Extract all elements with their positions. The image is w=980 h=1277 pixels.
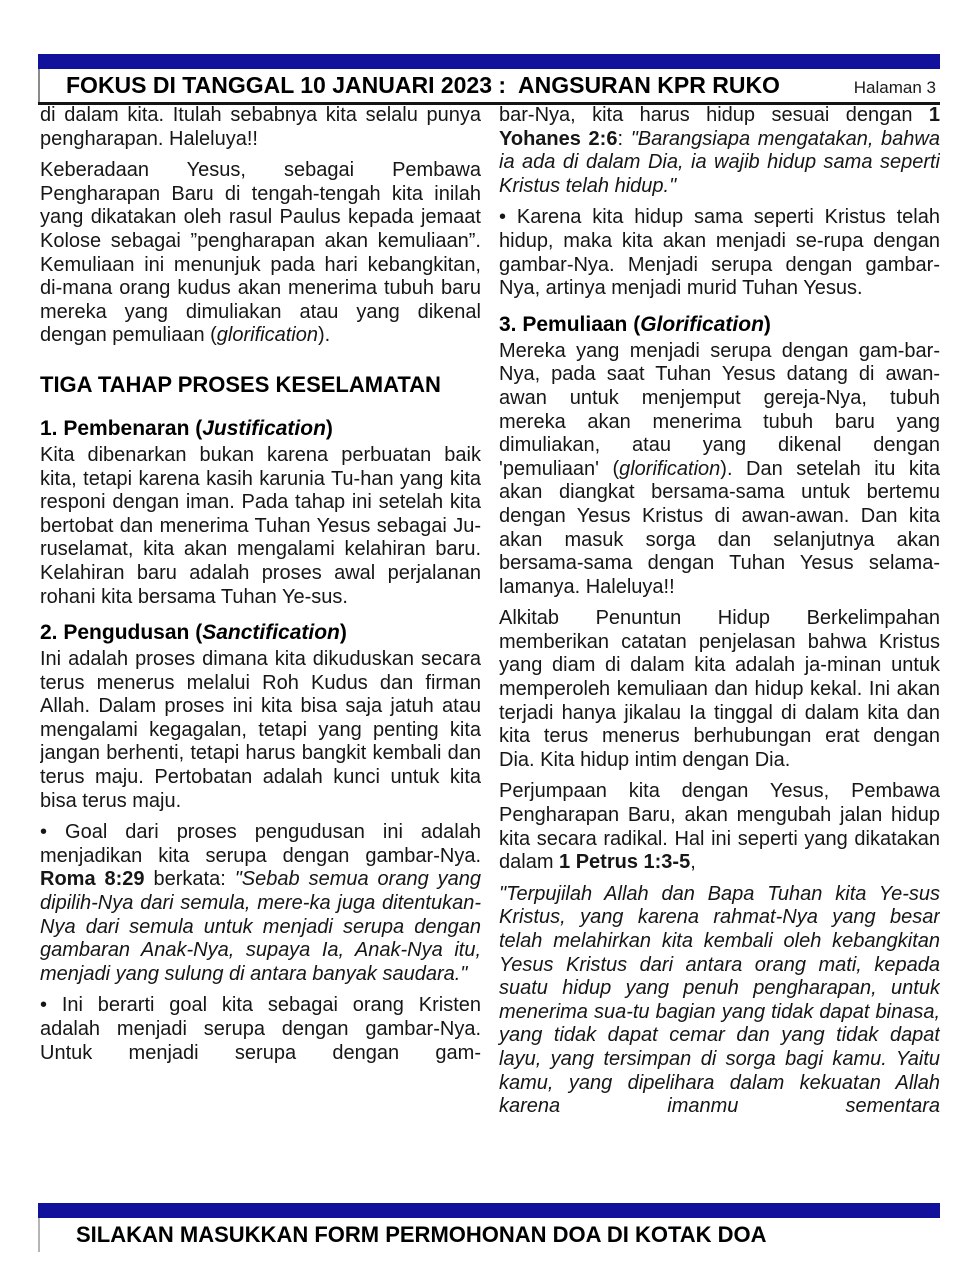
text-run: bar-Nya, kita harus hidup sesuai dengan: [499, 104, 929, 126]
text-run: ). Dan setelah itu kita akan diangkat bersama-sama untuk bertemu dengan Yesus Kristus di awan-awan. Dan kita akan masuk sorga dan selanjutnya akan bersama-sama dengan Tuhan Yesus selama-lamanya. Haleluya!!: [499, 457, 940, 598]
text-run: • Goal dari proses pengudusan ini adalah menjadikan kita serupa dengan gambar-Nya.: [40, 821, 481, 867]
text-run: Roma 8:29: [40, 868, 145, 891]
footer-row: [38, 1218, 940, 1252]
text-run: :: [617, 127, 631, 150]
text-run: Justification: [202, 416, 326, 440]
text-run: 3. Pemuliaan (: [499, 312, 641, 336]
page-number: Halaman 3: [853, 78, 936, 97]
sub-heading: [40, 416, 481, 441]
text-run: TIGA TAHAP PROSES KESELAMATAN: [40, 371, 441, 397]
footer-notice: SILAKAN MASUKKAN FORM PERMOHONAN DOA DI KOTAK DOA: [76, 1222, 767, 1247]
text-run: • Karena kita hidup sama seperti Kristus telah hidup, maka kita akan menjadi se-rupa dengan gambar-Nya. Menjadi serupa dengan gambar-Nya, artinya menjadi murid Tuhan Yesus.: [499, 206, 940, 300]
text-run: glorification: [216, 324, 318, 347]
right-column: [499, 104, 940, 1201]
paragraph: [40, 444, 481, 609]
text-run: Kita dibenarkan bukan karena perbuatan baik kita, tetapi karena kasih karunia Tu-han yang kita responi dengan iman. Pada tahap ini setelah kita bertobat dan menerima Tuhan Yesus sebagai Ju-ruselamat, kita akan mengalami kelahiran baru. Kelahiran baru adalah proses awal perjalanan rohani kita bersama Tuhan Ye-sus.: [40, 443, 481, 608]
text-run: • Ini berarti goal kita sebagai orang Kristen adalah menjadi serupa dengan gambar-Nya. Untuk menjadi serupa dengan gam-: [40, 994, 481, 1064]
article-body: [40, 104, 940, 1201]
text-run: 1 Petrus 1:3-5: [559, 851, 691, 874]
paragraph: [40, 104, 481, 151]
text-run: Alkitab Penuntun Hidup Berkelimpahan memberikan catatan penjelasan bahwa Kristus yang diam di dalam kita adalah ja-minan untuk memperoleh kemuliaan dan hidup kekal. Ini akan terjadi hanya jikalau Ia tinggal di dalam kita dan kita terus menerus berhubungan erat dengan Dia. Kita hidup intim dengan Dia.: [499, 607, 940, 771]
paragraph: [499, 883, 940, 1119]
sub-heading: [40, 620, 481, 645]
text-run: Sanctification: [202, 621, 340, 645]
header-accent-bar: [38, 54, 940, 69]
page-title: FOKUS DI TANGGAL 10 JANUARI 2023 : ANGSURAN KPR RUKO: [66, 72, 780, 98]
page-footer: [38, 1203, 940, 1252]
page-header: [38, 54, 940, 105]
footer-accent-bar: [38, 1203, 940, 1218]
paragraph: [499, 607, 940, 772]
header-title-row: [38, 69, 940, 102]
paragraph: [40, 648, 481, 813]
text-run: "Sebab semua orang yang dipilih-Nya dari semula, mere-ka juga ditentukan-Nya dari semula untuk menjadi serupa dengan gambaran Anak-Nya, supaya Ia, Anak-Nya itu, menjadi yang sulung di antara banyak saudara.": [40, 868, 482, 985]
text-run: glorification: [619, 457, 721, 480]
text-run: ): [325, 416, 333, 440]
paragraph: [499, 206, 940, 300]
section-heading: [40, 372, 481, 398]
text-run: Mereka yang menjadi serupa dengan gam-bar-Nya, pada saat Tuhan Yesus datang di awan-awan untuk menjemput gereja-Nya, tubuh mereka akan menerima tubuh baru yang dimuliakan, atau yang dikenal dengan 'pemuliaan' (: [499, 339, 940, 480]
text-run: ).: [317, 324, 331, 347]
paragraph: [40, 994, 481, 1065]
text-run: 1. Pembenaran (: [40, 416, 203, 440]
text-run: Perjumpaan kita dengan Yesus, Pembawa Pengharapan Baru, akan mengubah jalan hidup kita secara radikal. Hal ini seperti yang dikatakan dalam: [499, 780, 940, 874]
text-run: Keberadaan Yesus, sebagai Pembawa Pengharapan Baru di tengah-tengah kita inilah yang dikatakan oleh rasul Paulus kepada jemaat Kolose sebagai ”pengharapan akan kemuliaan”. Kemuliaan ini menunjuk pada hari kebangkitan, di-mana orang kudus akan menerima tubuh baru mereka yang dimuliakan atau yang dikenal dengan pemuliaan (: [40, 159, 481, 347]
text-run: ,: [690, 851, 696, 874]
text-run: "Terpujilah Allah dan Bapa Tuhan kita Ye-sus Kristus, yang karena rahmat-Nya yang besar telah melahirkan kita kembali oleh kebangkitan Yesus Kristus dari antara orang mati, kepada suatu hidup yang penuh pengharapan, untuk menerima sua-tu bagian yang tidak dapat binasa, yang tidak dapat cemar dan yang tidak dapat layu, yang tersimpan di sorga bagi kamu. Yaitu kamu, yang dipelihara dalam kekuatan Allah karena imanmu sementara: [499, 882, 940, 1118]
text-run: ): [763, 312, 771, 336]
text-run: di dalam kita. Itulah sebabnya kita selalu punya pengharapan. Haleluya!!: [40, 104, 481, 150]
text-run: Glorification: [640, 312, 764, 336]
text-run: 1 Yohanes 2:6: [499, 104, 940, 150]
paragraph: [499, 104, 940, 198]
paragraph: [499, 340, 940, 600]
text-run: Ini adalah proses dimana kita dikuduskan secara terus menerus melalui Roh Kudus dan firman Allah. Dalam proses ini kita bisa saja jatuh atau mengalami kegagalan, tetapi yang penting kita jangan berhenti, tetapi harus bangkit kembali dan terus maju. Pertobatan adalah kunci untuk kita bisa terus maju.: [40, 648, 481, 812]
paragraph: [499, 780, 940, 874]
text-run: ): [339, 621, 347, 645]
paragraph: [40, 821, 481, 986]
left-column: [40, 104, 481, 1201]
paragraph: [40, 159, 481, 348]
sub-heading: [499, 312, 940, 337]
text-run: berkata:: [144, 868, 235, 891]
text-run: 2. Pengudusan (: [40, 621, 203, 645]
text-run: "Barangsiapa mengatakan, bahwa ia ada di dalam Dia, ia wajib hidup sama seperti Kristus telah hidup.": [499, 127, 940, 197]
